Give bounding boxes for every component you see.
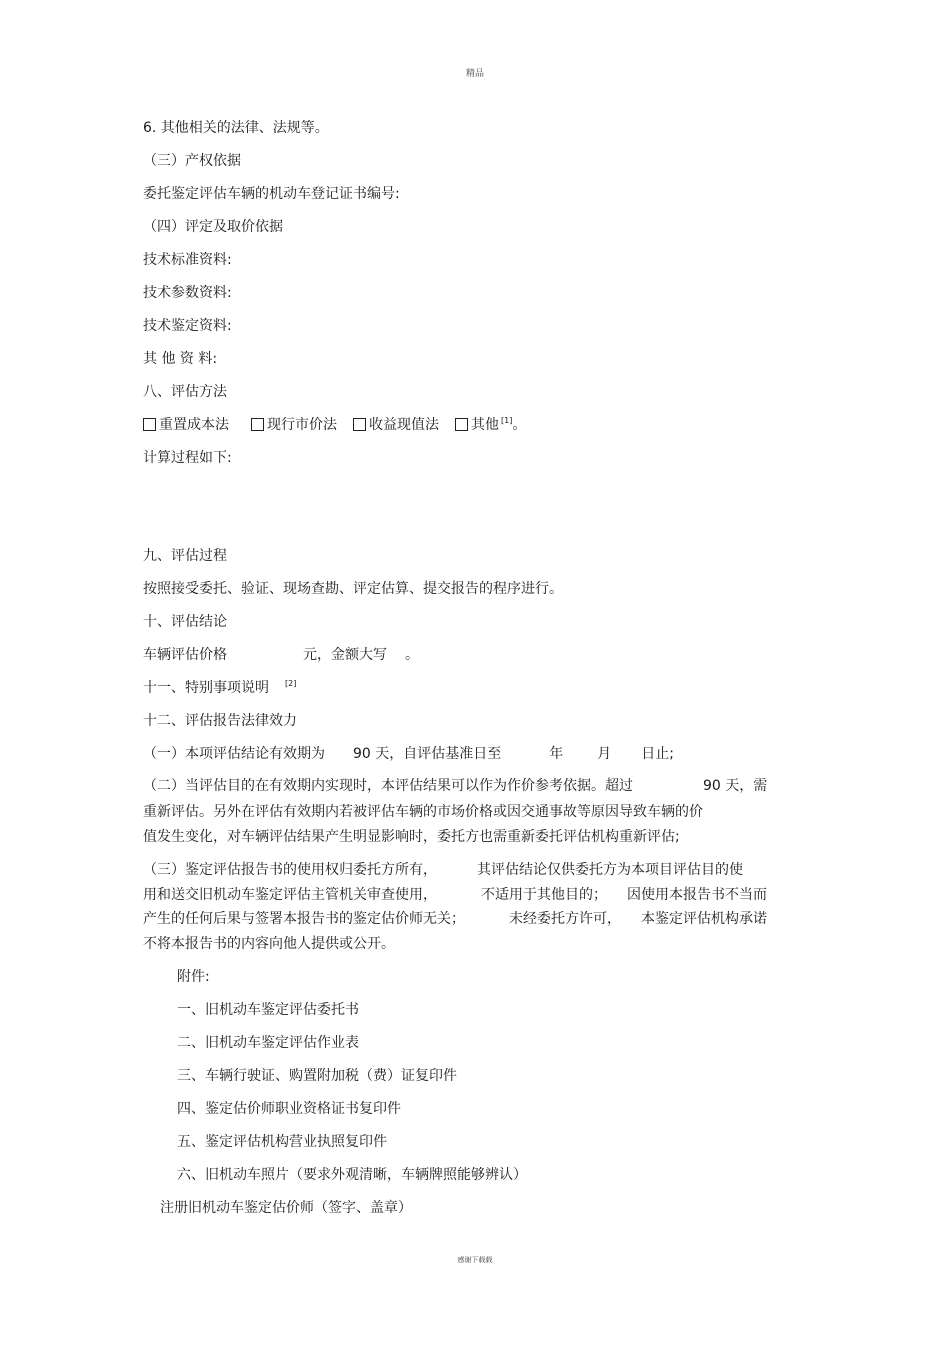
validity-item-3-line-3: 产生的任何后果与签署本报告书的鉴定估价师无关； 未经委托方许可， 本鉴定评估机构承诺 [143,911,767,927]
checkbox-icon[interactable] [353,418,366,431]
line-tech-appraisal: 技术鉴定资料: [143,318,232,334]
validity-item-1: （一）本项评估结论有效期为 90 天，自评估基准日至 年 月 日止; [143,746,674,762]
line-tech-parameters: 技术参数资料: [143,285,232,301]
validity-item-2-line-1: （二）当评估目的在有效期内实现时，本评估结果可以作为作价参考依据。超过 90 天，需 [143,778,768,794]
heading-property-basis: （三）产权依据 [143,153,241,169]
heading-legal-effect: 十二、评估报告法律效力 [143,713,297,729]
methods-row: 重置成本法 现行市价法 收益现值法 其他 [1]。 [143,416,526,434]
line-valuation-price: 车辆评估价格 元，金额大写 。 [143,647,419,663]
attachment-item: 四、鉴定估价师职业资格证书复印件 [177,1101,401,1117]
heading-pricing-basis: （四）评定及取价依据 [143,219,283,235]
attachment-item: 六、旧机动车照片（要求外观清晰，车辆牌照能够辨认） [177,1167,527,1183]
checkbox-icon[interactable] [455,418,468,431]
method-option-income[interactable]: 收益现值法 [353,416,439,434]
footnote-marker-2: [2] [285,679,297,688]
heading-process: 九、评估过程 [143,548,227,564]
heading-methods: 八、评估方法 [143,384,227,400]
validity-item-3-line-2: 用和送交旧机动车鉴定评估主管机关审查使用， 不适用于其他目的； 因使用本报告书不当而 [143,887,767,903]
method-option-other[interactable]: 其他 [455,416,499,434]
attachment-item: 二、旧机动车鉴定评估作业表 [177,1035,359,1051]
footnote-marker-1: [1] [501,416,513,425]
checkbox-icon[interactable] [251,418,264,431]
line-other-laws: 6. 其他相关的法律、法规等。 [143,120,329,136]
line-registration-number: 委托鉴定评估车辆的机动车登记证书编号: [143,186,400,202]
page-footer: 感谢下载载 [457,1256,493,1264]
line-tech-standard: 技术标准资料: [143,252,232,268]
signature-line: 注册旧机动车鉴定估价师（签字、盖章） [160,1200,412,1216]
line-other-materials: 其 他 资 料: [143,351,218,367]
page-header: 精品 [465,69,484,79]
validity-item-2-line-3: 值发生变化，对车辆评估结果产生明显影响时，委托方也需重新委托评估机构重新评估; [143,829,680,845]
method-option-market-price[interactable]: 现行市价法 [251,416,337,434]
line-process-desc: 按照接受委托、验证、现场查勘、评定估算、提交报告的程序进行。 [143,581,563,597]
line-calculation: 计算过程如下: [143,450,232,466]
validity-item-3-line-1: （三）鉴定评估报告书的使用权归委托方所有， 其评估结论仅供委托方为本项目评估目的使 [143,862,743,878]
attachments-heading: 附件: [177,969,210,985]
attachment-item: 五、鉴定评估机构营业执照复印件 [177,1134,387,1150]
checkbox-icon[interactable] [143,418,156,431]
heading-conclusion: 十、评估结论 [143,614,227,630]
method-option-replacement-cost[interactable]: 重置成本法 [143,416,229,434]
heading-special-notes: 十一、特别事项说明 [2] [143,679,297,696]
validity-item-3-line-4: 不将本报告书的内容向他人提供或公开。 [143,936,395,952]
attachment-item: 一、旧机动车鉴定评估委托书 [177,1002,359,1018]
validity-item-2-line-2: 重新评估。另外在评估有效期内若被评估车辆的市场价格或因交通事故等原因导致车辆的价 [143,804,703,820]
attachment-item: 三、车辆行驶证、购置附加税（费）证复印件 [177,1068,457,1084]
